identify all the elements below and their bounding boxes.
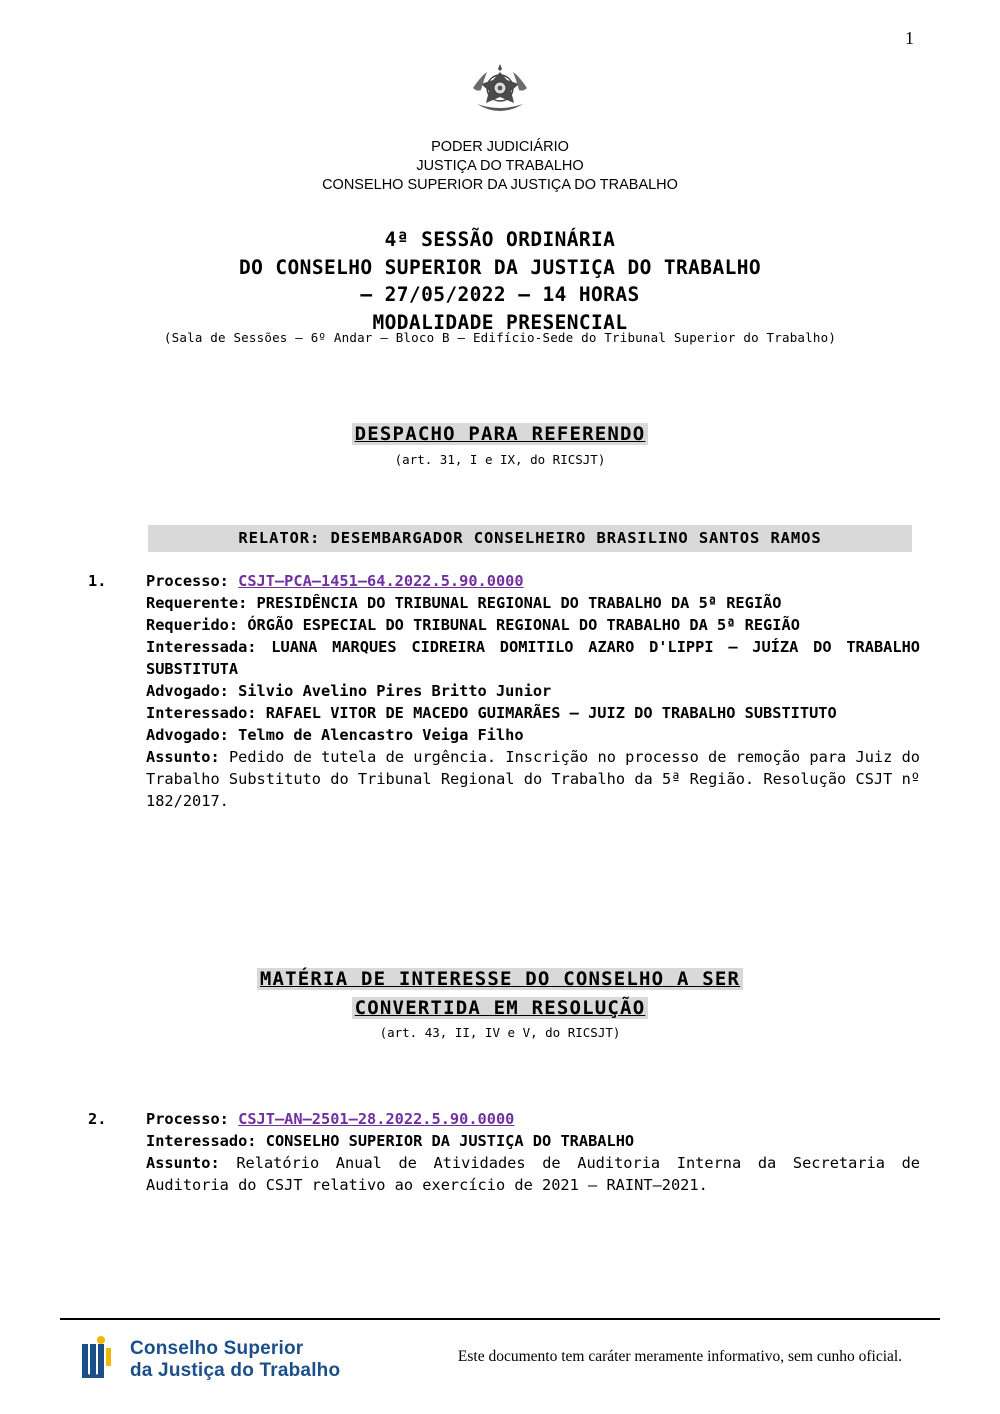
section-materia-heading	[0, 965, 1000, 1022]
brazil-coat-of-arms-icon	[467, 58, 533, 124]
header-line-justica-trabalho: JUSTIÇA DO TRABALHO	[416, 158, 584, 175]
process-entry	[88, 1108, 920, 1196]
footer-divider	[60, 1318, 940, 1320]
field-value: ÓRGÃO ESPECIAL DO TRIBUNAL REGIONAL DO TRABALHO DA 5ª REGIÃO	[247, 616, 800, 635]
section-despacho	[0, 420, 1000, 467]
entry-field-interessado	[146, 702, 920, 724]
session-title-line-2: DO CONSELHO SUPERIOR DA JUSTIÇA DO TRABALHO	[238, 255, 762, 279]
process-entry	[88, 570, 920, 812]
field-value: Silvio Avelino Pires Britto Junior	[238, 682, 552, 701]
institution-header	[0, 138, 1000, 195]
footer-logo	[80, 1336, 340, 1384]
section-materia-heading-line-1: MATÉRIA DE INTERESSE DO CONSELHO A SER	[257, 968, 743, 990]
entry-processo-link[interactable]: CSJT—PCA—1451—64.2022.5.90.0000	[238, 572, 524, 590]
entry-processo-label: Processo:	[146, 572, 229, 590]
field-label: Requerente:	[146, 594, 248, 613]
field-value: PRESIDÊNCIA DO TRIBUNAL REGIONAL DO TRABALHO DA 5ª REGIÃO	[256, 594, 782, 613]
field-value: LUANA MARQUES CIDREIRA DOMITILO AZARO D'LIPPI — JUÍZA DO TRABALHO SUBSTITUTA	[146, 638, 920, 679]
entry-field-advogado-1	[146, 680, 920, 702]
section-materia	[0, 965, 1000, 1040]
field-label: Advogado:	[146, 726, 229, 745]
header-line-conselho: CONSELHO SUPERIOR DA JUSTIÇA DO TRABALHO	[322, 177, 678, 194]
section-materia-subtitle: (art. 43, II, IV e V, do RICSJT)	[379, 1025, 621, 1040]
field-label: Interessada:	[146, 638, 257, 657]
page-number: 1	[905, 28, 914, 48]
entry-body	[146, 570, 920, 812]
entry-field-assunto	[146, 746, 920, 812]
entry-field-assunto	[146, 1152, 920, 1196]
footer-logo-text	[130, 1338, 340, 1382]
field-label: Requerido:	[146, 616, 239, 635]
field-value: Relatório Anual de Atividades de Auditoria Interna da Secretaria de Auditoria do CSJT relativo ao exercício de 2021 — RAINT—2021.	[146, 1154, 920, 1195]
session-title-line-1: 4ª SESSÃO ORDINÁRIA	[384, 228, 616, 251]
entry-processo-label: Processo:	[146, 1110, 229, 1128]
field-value: CONSELHO SUPERIOR DA JUSTIÇA DO TRABALHO	[265, 1132, 635, 1151]
session-title	[0, 226, 1000, 337]
entry-body	[146, 1108, 920, 1196]
entry-field-interessada	[146, 636, 920, 680]
footer-logo-line-1: Conselho Superior	[130, 1338, 304, 1360]
field-label: Interessado:	[146, 1132, 257, 1151]
field-label: Assunto:	[146, 1154, 220, 1173]
crest-container	[0, 58, 1000, 128]
entry-field-requerente	[146, 592, 920, 614]
entry-number: 1.	[88, 572, 107, 590]
section-despacho-heading-text: DESPACHO PARA REFERENDO	[352, 423, 649, 445]
session-location: (Sala de Sessões — 6º Andar — Bloco B — Edifício-Sede do Tribunal Superior do Trabalho)	[163, 330, 837, 345]
field-value: Pedido de tutela de urgência. Inscrição no processo de remoção para Juiz do Trabalho Substituto do Tribunal Regional do Trabalho da 5ª Região. Resolução CSJT nº 182/2017.	[146, 748, 920, 811]
entry-processo-link[interactable]: CSJT—AN—2501—28.2022.5.90.0000	[238, 1110, 515, 1128]
entry-processo-line	[146, 1108, 920, 1130]
header-line-poder-judiciario: PODER JUDICIÁRIO	[431, 139, 569, 155]
csjt-logo-icon	[80, 1336, 120, 1384]
section-despacho-heading	[0, 420, 1000, 449]
footer-note: Este documento tem caráter meramente informativo, sem cunho oficial.	[457, 1348, 903, 1365]
field-label: Advogado:	[146, 682, 229, 701]
footer-logo-line-2: da Justiça do Trabalho	[130, 1360, 341, 1381]
section-materia-heading-line-2: CONVERTIDA EM RESOLUÇÃO	[352, 997, 649, 1019]
session-title-line-3: — 27/05/2022 — 14 HORAS	[360, 283, 640, 307]
session-title-line-4: MODALIDADE PRESENCIAL	[372, 311, 628, 335]
entry-processo-line	[146, 570, 920, 592]
entry-number: 2.	[88, 1110, 107, 1128]
field-label: Assunto:	[146, 748, 220, 767]
field-value: Telmo de Alencastro Veiga Filho	[238, 726, 524, 745]
entry-field-requerido	[146, 614, 920, 636]
section-despacho-subtitle: (art. 31, I e IX, do RICSJT)	[394, 451, 606, 467]
field-value: RAFAEL VITOR DE MACEDO GUIMARÃES — JUIZ DO TRABALHO SUBSTITUTO	[265, 704, 837, 723]
page-footer	[60, 1330, 940, 1400]
relator-bar: RELATOR: DESEMBARGADOR CONSELHEIRO BRASILINO SANTOS RAMOS	[148, 525, 912, 552]
entry-field-interessado	[146, 1130, 920, 1152]
field-label: Interessado:	[146, 704, 257, 723]
entry-field-advogado-2	[146, 724, 920, 746]
